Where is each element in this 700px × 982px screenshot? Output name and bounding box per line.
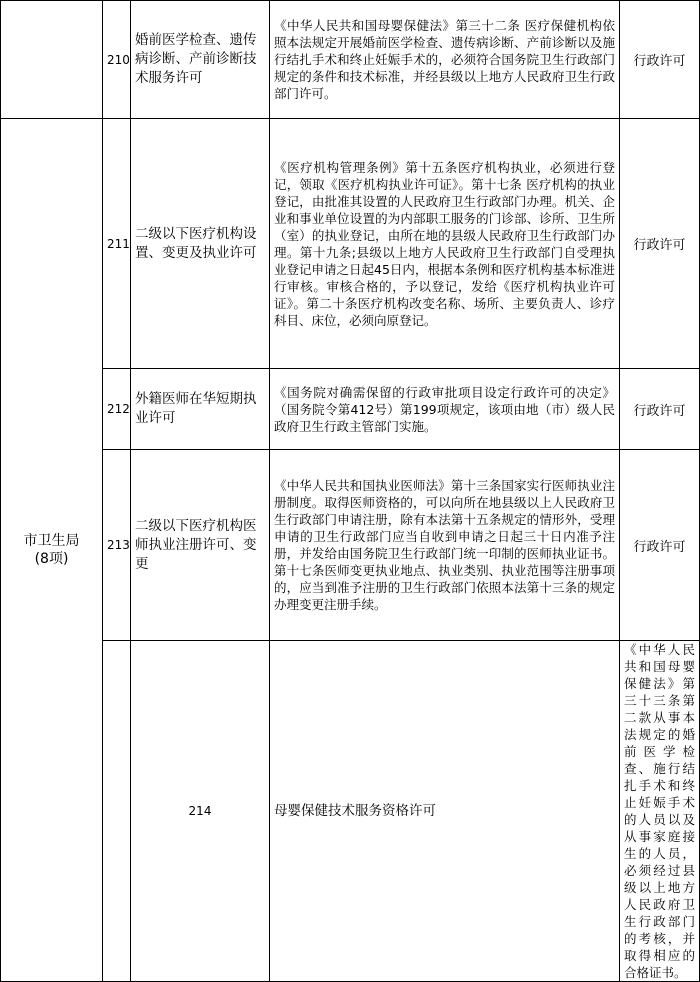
item-number: 213 <box>103 450 131 641</box>
item-category: 行政许可 <box>620 369 700 450</box>
department-count: (8项) <box>34 551 69 567</box>
department-cell-blank <box>1 1 103 119</box>
item-category: 行政许可 <box>620 450 700 641</box>
item-number: 212 <box>103 369 131 450</box>
item-name: 婚前医学检查、遗传病诊断、产前诊断技术服务许可 <box>131 1 270 119</box>
department-cell-blank <box>103 641 131 982</box>
legal-basis: 《中华人民共和国执业医师法》第十三条国家实行医师执业注册制度。取得医师资格的，可以向所在地县级以上人民政府卫生行政部门申请注册，除有本法第十五条规定的情形外，受理申请的卫生行政部门应当自收到申请之日起三十日内准予注册，并发给由国务院卫生行政部门统一印制的医师执业证书。第十七条医师变更执业地点、执业类别、执业范围等注册事项的，应当到准予注册的卫生行政部门依照本法第十三条的规定办理变更注册手续。 <box>270 450 620 641</box>
item-name: 母婴保健技术服务资格许可 <box>270 641 620 982</box>
legal-basis: 《中华人民共和国母婴保健法》第三十三条第二款从事本法规定的婚前医学检查、施行结扎手术和终止妊娠手术的人员以及从事家庭接生的人员，必须经过县级以上地方人民政府卫生行政部门的考核，并取得相应的合格证书。 <box>620 641 700 982</box>
item-name: 二级以下医疗机构医师执业注册许可、变更 <box>131 450 270 641</box>
item-number: 214 <box>131 641 270 982</box>
legal-basis: 《医疗机构管理条例》第十五条医疗机构执业，必须进行登记，领取《医疗机构执业许可证》。第十七条 医疗机构的执业登记，由批准其设置的人民政府卫生行政部门办理。机关、企业和事业单位设置的为内部职工服务的门诊部、诊所、卫生所（室）的执业登记，由所在地的县级人民政府卫生行政部门办理。第十九条;县级以上地方人民政府卫生行政部门自受理执业登记申请之日起45日内，根据本条例和医疗机构基本标准进行审核。审核合格的，予以登记，发给《医疗机构执业许可证》。第二十条医疗机构改变名称、场所、主要负责人、诊疗科目、床位，必须向原登记。 <box>270 119 620 369</box>
item-number: 211 <box>103 119 131 369</box>
table-row <box>1 119 700 369</box>
item-number: 210 <box>103 1 131 119</box>
department-cell <box>1 119 103 982</box>
table-row <box>1 1 700 119</box>
table-row <box>1 641 700 982</box>
legal-basis: 《国务院对确需保留的行政审批项目设定行政许可的决定》（国务院令第412号）第199项规定，该项由地（市）级人民政府卫生行政主管部门实施。 <box>270 369 620 450</box>
item-name: 二级以下医疗机构设置、变更及执业许可 <box>131 119 270 369</box>
department-name: 市卫生局 <box>23 533 80 549</box>
item-category: 行政许可 <box>620 1 700 119</box>
item-category: 行政许可 <box>620 119 700 369</box>
legal-basis: 《中华人民共和国母婴保健法》第三十二条 医疗保健机构依照本法规定开展婚前医学检查、遗传病诊断、产前诊断以及施行结扎手术和终止妊娠手术的，必须符合国务院卫生行政部门规定的条件和技术标准，并经县级以上地方人民政府卫生行政部门许可。 <box>270 1 620 119</box>
table-row <box>1 450 700 641</box>
item-name: 外籍医师在华短期执业许可 <box>131 369 270 450</box>
table-row <box>1 369 700 450</box>
